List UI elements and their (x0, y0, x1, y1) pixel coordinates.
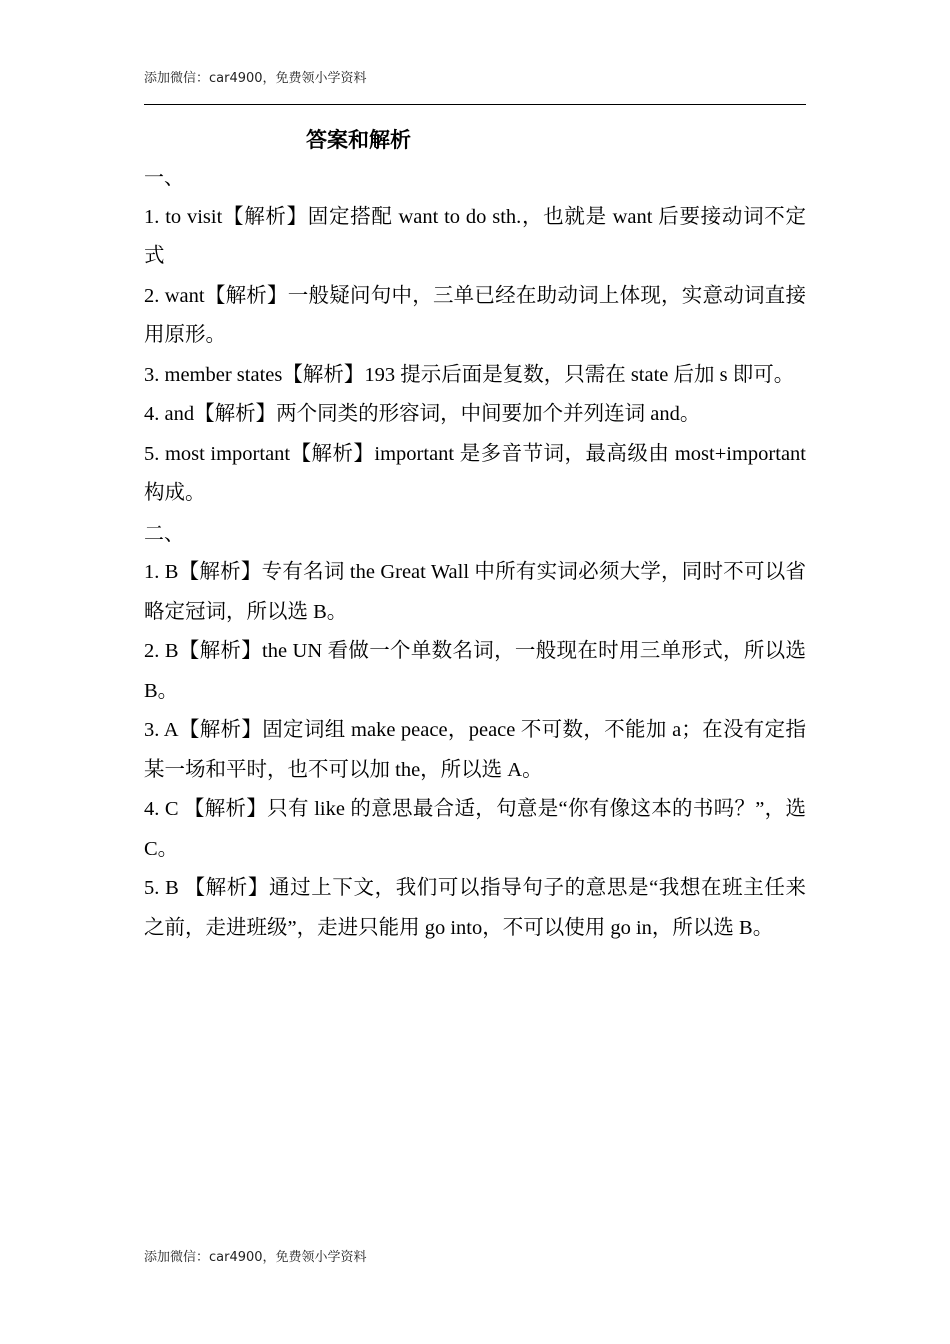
header-divider (144, 104, 806, 105)
answer-item: 3. A【解析】固定词组 make peace，peace 不可数，不能加 a；在没有定指某一场和平时，也不可以加 the，所以选 A。 (144, 719, 806, 781)
answer-item: 2. want【解析】一般疑问句中，三单已经在助动词上体现，实意动词直接用原形。 (144, 284, 806, 346)
page-title: 答案和解析 (306, 128, 411, 152)
answer-item: 3. member states【解析】193 提示后面是复数，只需在 state 后加 s 即可。 (144, 363, 795, 386)
answer-content (144, 158, 806, 948)
answer-item: 4. C 【解析】只有 like 的意思最合适，句意是“你有像这本的书吗？”，选 C。 (144, 798, 806, 860)
answer-item: 1. B【解析】专有名词 the Great Wall 中所有实词必须大学，同时不可以省略定冠词，所以选 B。 (144, 561, 806, 623)
section-heading: 一、 (144, 165, 184, 189)
answer-item: 2. B【解析】the UN 看做一个单数名词，一般现在时用三单形式，所以选 B。 (144, 640, 806, 702)
page-header: 添加微信：car4900，免费领小学资料 (144, 71, 367, 86)
answer-item: 5. B 【解析】通过上下文，我们可以指导句子的意思是“我想在班主任来之前，走进班级”，走进只能用 go into，不可以使用 go in，所以选 B。 (144, 877, 806, 939)
section-heading: 二、 (144, 520, 184, 545)
answer-item: 4. and【解析】两个同类的形容词，中间要加个并列连词 and。 (144, 403, 701, 425)
answer-item: 5. most important【解析】important 是多音节词，最高级由 most+important 构成。 (144, 442, 806, 504)
page-footer: 添加微信：car4900，免费领小学资料 (144, 1250, 367, 1265)
answer-item: 1. to visit【解析】固定搭配 want to do sth.，也就是 want 后要接动词不定式 (144, 205, 806, 267)
